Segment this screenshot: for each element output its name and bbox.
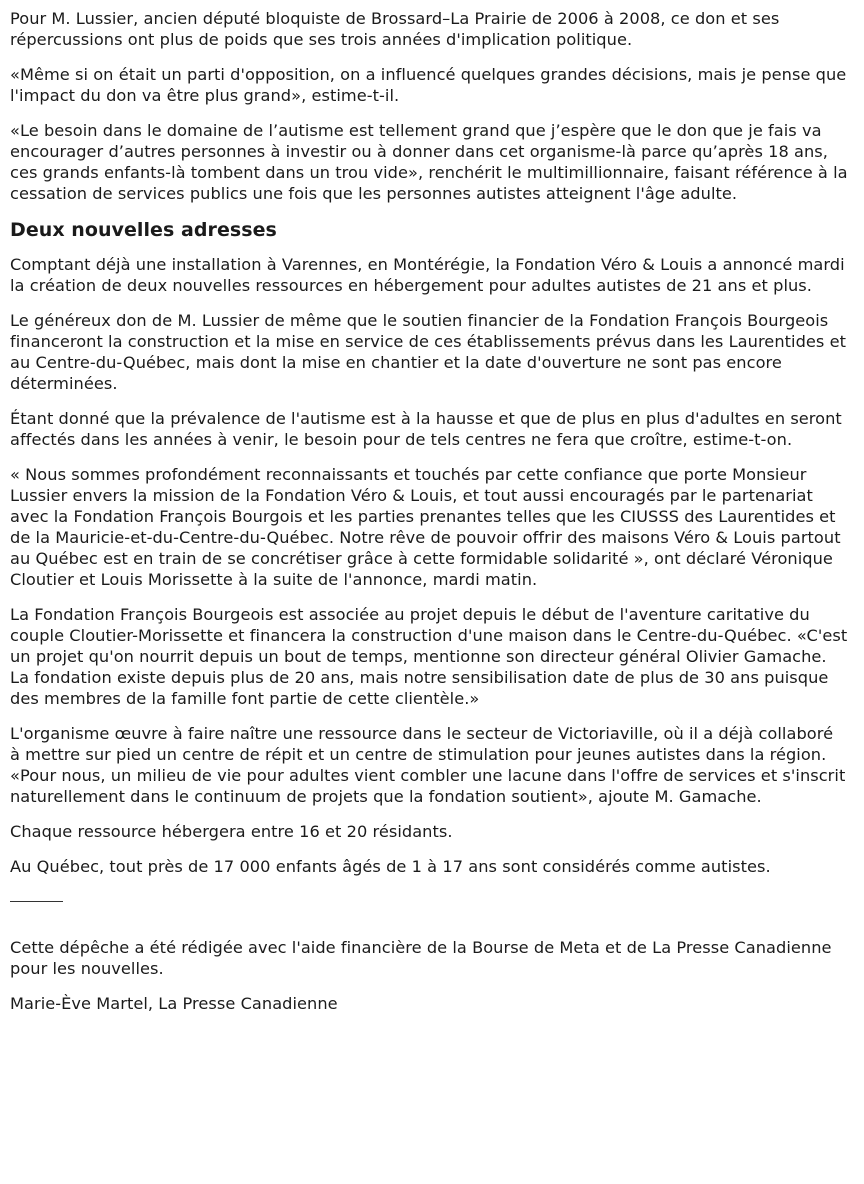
paragraph: Pour M. Lussier, ancien député bloquiste de Brossard–La Prairie de 2006 à 2008, ce don et ses répercussions ont plus de poids que ses trois années d'implication politique. bbox=[10, 9, 780, 49]
paragraph: La Fondation François Bourgeois est associée au projet depuis le début de l'aventure caritative du couple Cloutier-Morissette et financera la construction d'une maison dans le Centre-du-Québec. «C'est un projet qu'on nourrit depuis un bout de temps, mentionne son directeur général Olivier Gamache. La fondation existe depuis plus de 20 ans, mais notre sensibilisation date de plus de 30 ans puisque des membres de la famille font partie de cette clientèle.» bbox=[10, 605, 848, 708]
paragraph: « Nous sommes profondément reconnaissants et touchés par cette confiance que porte Monsieur Lussier envers la mission de la Fondation Véro & Louis, et tout aussi encouragés par le partenariat avec la Fondation François Bourgois et les parties prenantes telles que les CIUSSS des Laurentides et de la Mauricie-et-du-Centre-du-Québec. Notre rêve de pouvoir offrir des maisons Véro & Louis partout au Québec est en train de se concrétiser grâce à cette formidable solidarité », ont déclaré Véronique Cloutier et Louis Morissette à la suite de l'annonce, mardi matin. bbox=[10, 465, 841, 589]
footer-divider bbox=[10, 901, 63, 902]
credit-note: Cette dépêche a été rédigée avec l'aide financière de la Bourse de Meta et de La Presse Canadienne pour les nouvelles. bbox=[10, 938, 832, 978]
paragraph: Comptant déjà une installation à Varennes, en Montérégie, la Fondation Véro & Louis a annoncé mardi la création de deux nouvelles ressources en hébergement pour adultes autistes de 21 ans et plus. bbox=[10, 255, 845, 295]
article-body bbox=[10, 8, 848, 1028]
paragraph: Le généreux don de M. Lussier de même que le soutien financier de la Fondation François Bourgeois financeront la construction et la mise en service de ces établissements prévus dans les Laurentides et au Centre-du-Québec, mais dont la mise en chantier et la date d'ouverture ne sont pas encore déterminées. bbox=[10, 311, 846, 393]
paragraph: L'organisme œuvre à faire naître une ressource dans le secteur de Victoriaville, où il a déjà collaboré à mettre sur pied un centre de répit et un centre de stimulation pour jeunes autistes dans la région. «Pour nous, un milieu de vie pour adultes vient combler une lacune dans l'offre de services et s'inscrit naturellement dans le continuum de projets que la fondation soutient», ajoute M. Gamache. bbox=[10, 724, 846, 806]
paragraph: Au Québec, tout près de 17 000 enfants âgés de 1 à 17 ans sont considérés comme autistes. bbox=[10, 857, 771, 876]
paragraph: Chaque ressource hébergera entre 16 et 20 résidants. bbox=[10, 822, 453, 841]
byline: Marie-Ève Martel, La Presse Canadienne bbox=[10, 994, 338, 1013]
paragraph: «Même si on était un parti d'opposition, on a influencé quelques grandes décisions, mais je pense que l'impact du don va être plus grand», estime-t-il. bbox=[10, 65, 847, 105]
paragraph: «Le besoin dans le domaine de l’autisme est tellement grand que j’espère que le don que je fais va encourager d’autres personnes à investir ou à donner dans cet organisme-là parce qu’après 18 ans, ces grands enfants-là tombent dans un trou vide», renchérit le multimillionnaire, faisant référence à la cessation de services publics une fois que les personnes autistes atteignent l'âge adulte. bbox=[10, 121, 848, 203]
section-heading: Deux nouvelles adresses bbox=[10, 219, 277, 241]
paragraph: Étant donné que la prévalence de l'autisme est à la hausse et que de plus en plus d'adultes en seront affectés dans les années à venir, le besoin pour de tels centres ne fera que croître, estime-t-on. bbox=[10, 409, 842, 449]
